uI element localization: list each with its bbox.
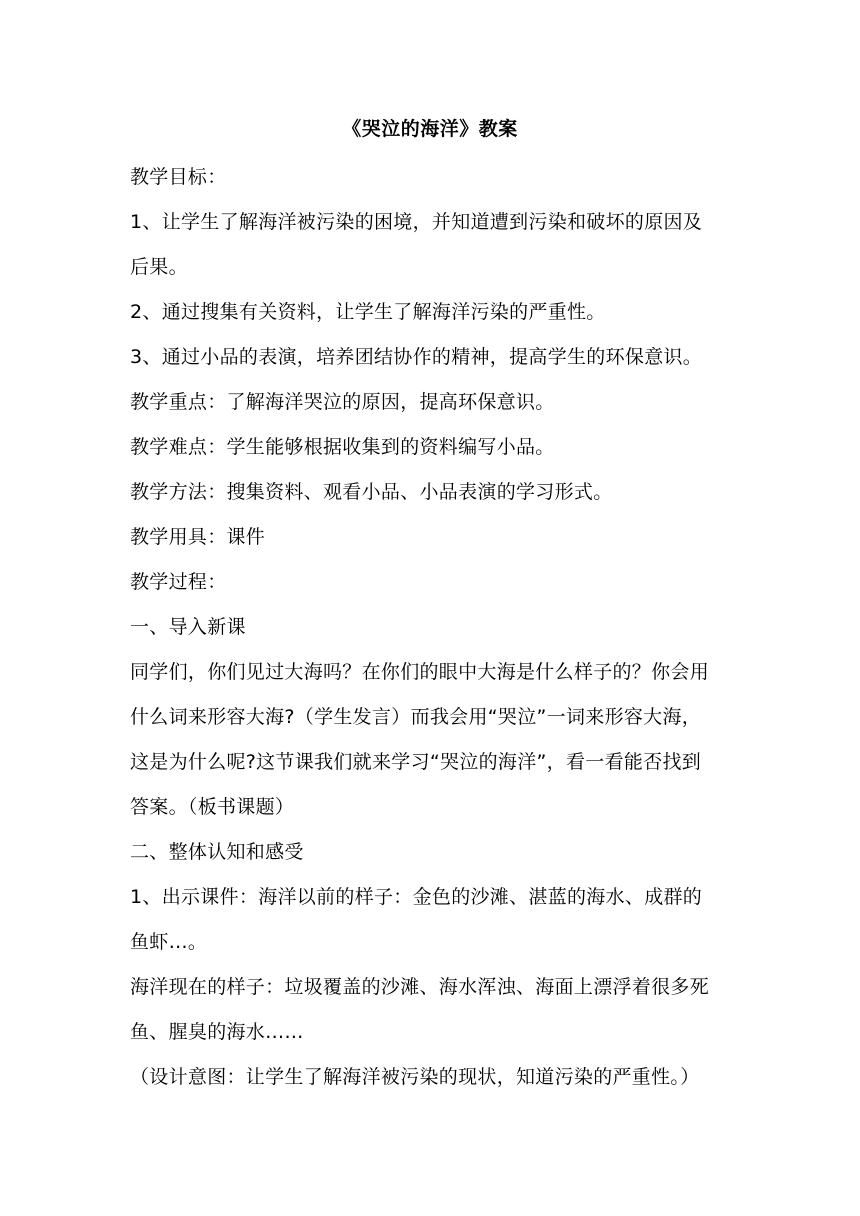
intro-paragraph-line-4: 答案。（板书课题） [130,796,295,818]
document-body [130,155,745,1100]
document-title: 《哭泣的海洋》教案 [342,118,518,140]
objective-2: 2、通过搜集有关资料，让学生了解海洋污染的严重性。 [130,301,606,323]
design-intent-note: （设计意图：让学生了解海洋被污染的现状，知道污染的严重性。） [130,1066,700,1088]
courseware-past-line-2: 鱼虾…。 [130,931,208,953]
section-heading-process: 教学过程： [130,571,227,593]
objective-3: 3、通过小品的表演，培养团结协作的精神，提高学生的环保意识。 [130,346,703,368]
objective-1-line-2: 后果。 [130,256,188,278]
courseware-past-line-1: 1、出示课件：海洋以前的样子：金色的沙滩、湛蓝的海水、成群的 [130,886,703,908]
courseware-present-line-2: 鱼、腥臭的海水…… [130,1021,304,1043]
section-heading-objectives: 教学目标： [130,166,227,188]
difficult-point: 教学难点：学生能够根据收集到的资料编写小品。 [130,436,555,458]
step-2-heading: 二、整体认知和感受 [130,841,304,863]
intro-paragraph-line-3: 这是为什么呢?这节课我们就来学习“哭泣的海洋”，看一看能否找到 [130,751,702,773]
teaching-tools: 教学用具：课件 [130,526,266,548]
objective-1-line-1: 1、让学生了解海洋被污染的困境，并知道遭到污染和破坏的原因及 [130,211,703,233]
courseware-present-line-1: 海洋现在的样子：垃圾覆盖的沙滩、海水浑浊、海面上漂浮着很多死 [130,976,710,998]
intro-paragraph-line-1: 同学们，你们见过大海吗？在你们的眼中大海是什么样子的？你会用 [130,661,710,683]
step-1-heading: 一、导入新课 [130,616,246,638]
key-point: 教学重点：了解海洋哭泣的原因，提高环保意识。 [130,391,555,413]
teaching-method: 教学方法：搜集资料、观看小品、小品表演的学习形式。 [130,481,613,503]
intro-paragraph-line-2: 什么词来形容大海?（学生发言）而我会用“哭泣”一词来形容大海， [130,706,702,728]
